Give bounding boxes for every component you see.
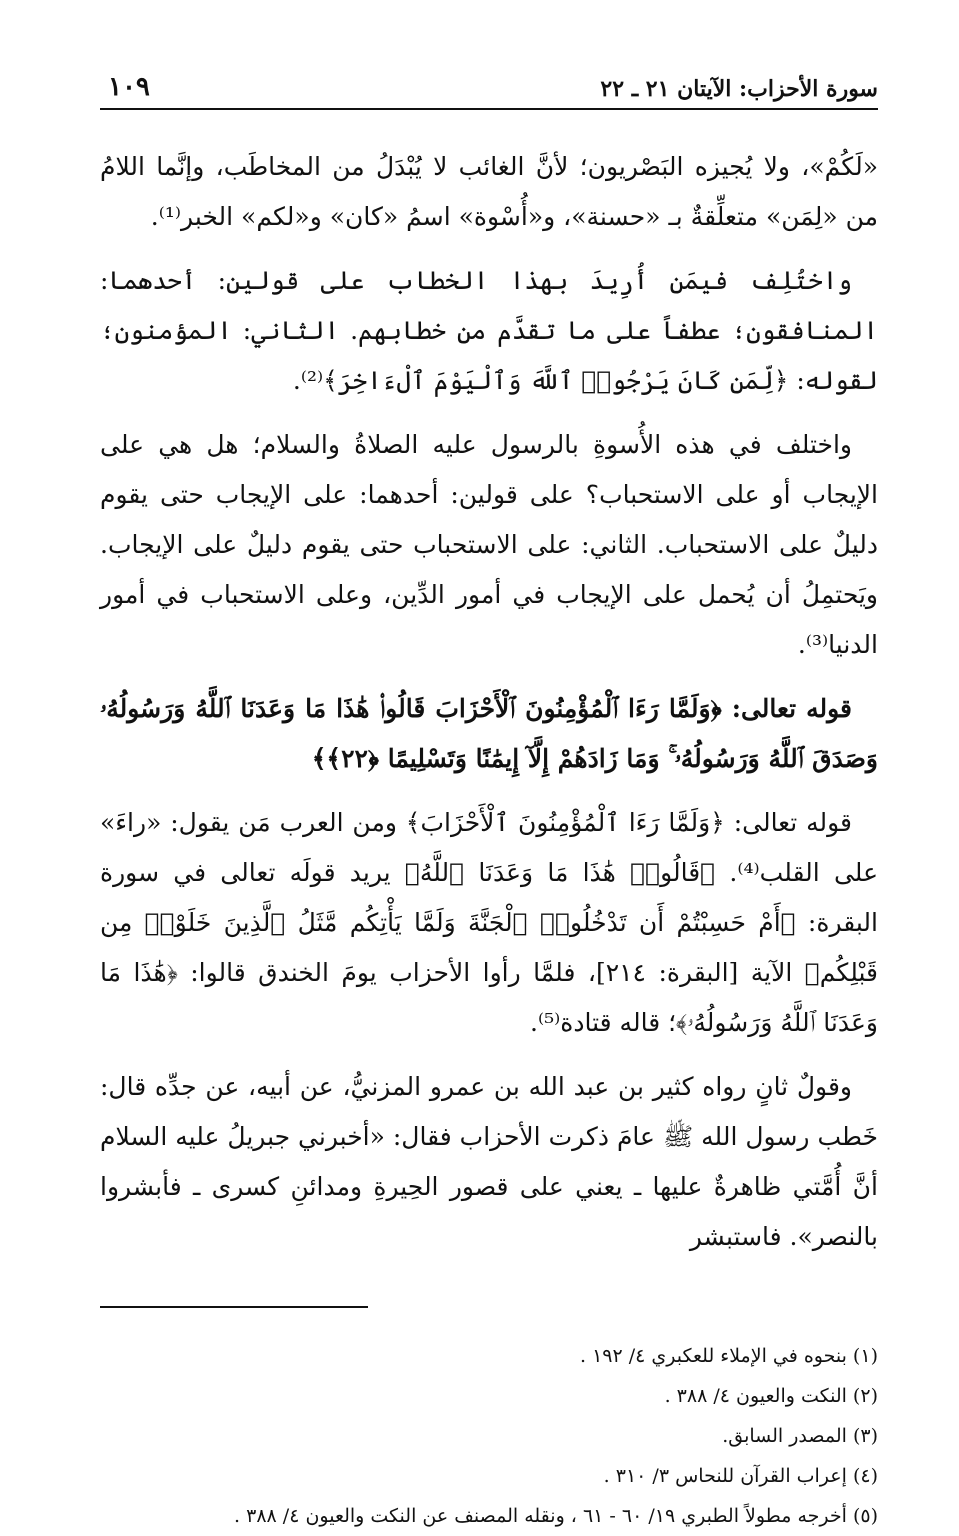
footnote-3: (٣) المصدر السابق. <box>722 1425 878 1447</box>
page-number: ١٠٩ <box>108 72 150 102</box>
footnote-1: (١) بنحوه في الإملاء للعكبري ٤/ ١٩٢ . <box>579 1345 878 1367</box>
main-text <box>100 142 878 1262</box>
footnote-separator-wrap <box>100 1276 878 1308</box>
header-rule <box>100 108 878 110</box>
footnote-5: (٥) أخرجه مطولاً الطبري ١٩/ ٦٠ - ٦١ ، ونقله المصنف عن النكت والعيون ٤/ ٣٨٨ . <box>234 1505 878 1527</box>
surah-title: سورة الأحزاب: الآيتان ٢١ ـ ٢٢ <box>600 76 878 102</box>
paragraph-5: وقولٌ ثانٍ رواه كثير بن عبد الله بن عمرو المزنيُّ، عن أبيه، عن جدِّه قال: خَطب رسول الله ﷺ عامَ ذكرت الأحزاب فقال: «أخبرني جبريلُ عليه السلام أنَّ أُمَّتي ظاهرةٌ عليها ـ يعني على قصور الحِيرةِ ومدائنِ كسرى ـ فأبشروا بالنصر». فاستبشر <box>100 1072 878 1251</box>
paragraph-3: واختلف في هذه الأُسوةِ بالرسول عليه الصلاةُ والسلام؛ هل هي على الإيجاب أو على الاستحباب؟ على قولين: أحدهما: على الإيجاب حتى يقوم دليلٌ على الاستحباب. الثاني: على الاستحباب حتى يقوم دليلٌ على الإيجاب. ويَحتمِلُ أن يُحمل على الإيجاب في أمور الدِّين، وعلى الاستحباب في أمور الدنيا⁽³⁾. <box>100 430 878 659</box>
footnote-2: (٢) النكت والعيون ٤/ ٣٨٨ . <box>664 1385 878 1407</box>
paragraph-1: «لَكُمْ»، ولا يُجيزه البَصْريون؛ لأنَّ الغائب لا يُبْدَلُ من المخاطَب، وإنَّما اللامُ من «لِمَن» متعلِّقةٌ بـ «حسنة»، و«أُسْوة» اسمُ «كان» و«لكم» الخبر⁽¹⁾. <box>100 152 878 231</box>
verse-heading: قوله تعالى: ﴿وَلَمَّا رَءَا ٱلْمُؤْمِنُونَ ٱلْأَحْزَابَ قَالُوا۟ هَٰذَا مَا وَعَدَنَا ٱللَّهُ وَرَسُولُهُۥ وَصَدَقَ ٱللَّهُ وَرَسُولُهُۥ ۚ وَمَا زَادَهُمْ إِلَّآ إِيمَٰنًا وَتَسْلِيمًا ﴿٢٢﴾﴾ <box>100 694 878 773</box>
footnotes <box>100 1336 878 1536</box>
paragraph-2: واختُلِف فيمَن أُرِيدَ بهذا الخطاب على قولين: أحدهما: المنافقون؛ عطفاً على ما تقدَّم من خطابهم. الثاني: المؤمنون؛ لقوله: ﴿لِّمَن كَانَ يَرْجُوا۟ ٱللَّهَ وَٱلْيَوْمَ ٱلْءَاخِرَ﴾⁽²⁾. <box>100 266 878 395</box>
running-header <box>100 60 878 102</box>
paragraph-4: قوله تعالى: ﴿وَلَمَّا رَءَا ٱلْمُؤْمِنُونَ ٱلْأَحْزَابَ﴾ ومن العرب مَن يقول: «راءَ» على القلب⁽⁴⁾. ﴿قَالُوا۟ هَٰذَا مَا وَعَدَنَا ٱللَّهُ﴾ يريد قولَه تعالى في سورة البقرة: ﴿أَمْ حَسِبْتُمْ أَن تَدْخُلُوا۟ ٱلْجَنَّةَ وَلَمَّا يَأْتِكُم مَّثَلُ ٱلَّذِينَ خَلَوْا۟ مِن قَبْلِكُم﴾ الآية [البقرة: ٢١٤]، فلمَّا رأوا الأحزاب يومَ الخندق قالوا: ﴿هَٰذَا مَا وَعَدَنَا ٱللَّهُ وَرَسُولُهُۥ﴾؛ قاله قتادة⁽⁵⁾. <box>100 808 878 1037</box>
footnote-separator <box>100 1306 368 1308</box>
footnote-4: (٤) إعراب القرآن للنحاس ٣/ ٣١٠ . <box>603 1465 878 1487</box>
book-page <box>100 60 878 1536</box>
